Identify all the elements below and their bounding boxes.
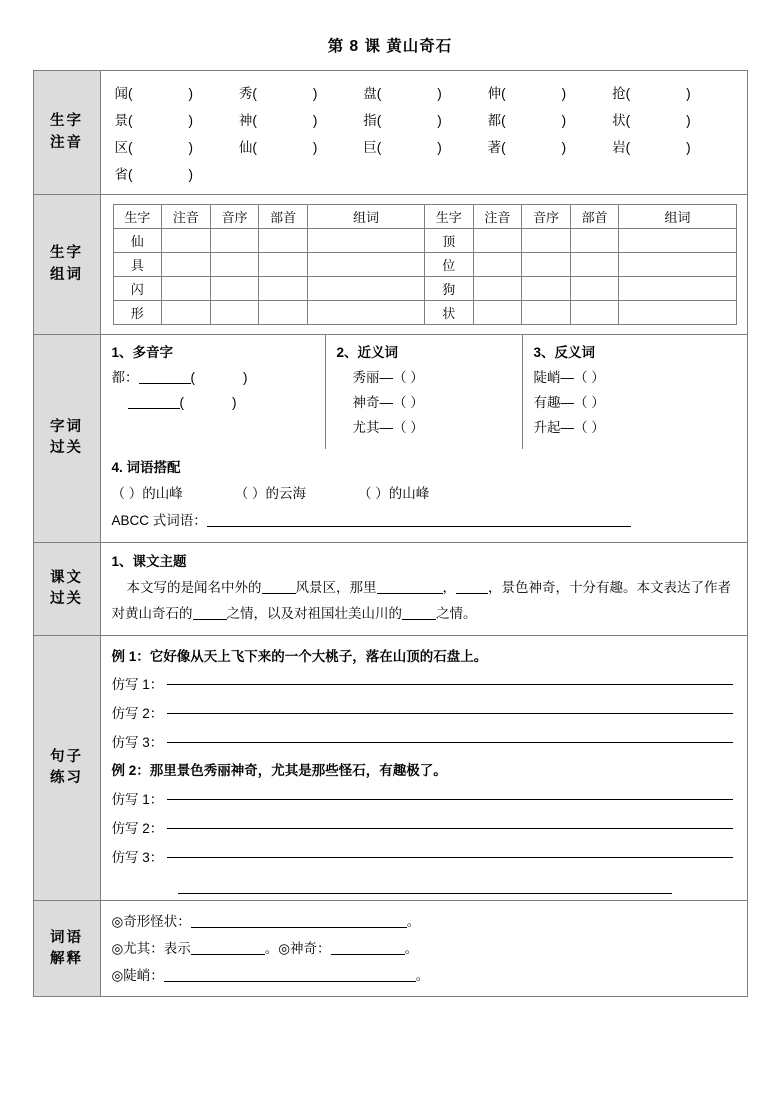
pinyin-cell[interactable]: 省( ) [114,166,193,182]
collocation-item[interactable]: （ ）的山峰 [358,486,430,502]
pinyin-char: 都 [487,112,502,128]
practice-answer-line[interactable] [167,741,732,743]
vocab-col-antonyms [522,335,747,449]
lesson-text-a: 本文写的是闻名中外的 [126,580,262,596]
example-2: 例 2：那里景色秀丽神奇，尤其是那些怪石，有趣极了。 [111,763,447,779]
pinyin-cell-empty [363,159,487,186]
explain-blank-3[interactable] [331,940,405,955]
word-blank-zhuyin-left[interactable] [162,277,211,301]
explain-row-1 [112,908,739,935]
polyphone-row-1[interactable]: 都： ( ) [111,369,248,385]
word-char-left: 形 [113,301,162,325]
pinyin-char: 著 [487,139,502,155]
word-blank-zuci-left[interactable] [308,301,425,325]
section-row-sentences [33,635,747,900]
pinyin-cell[interactable]: 指( ) [363,112,442,128]
abcc-row [112,508,739,534]
word-blank-yinxu-left[interactable] [210,253,259,277]
section-body-vocab [100,335,747,543]
section-row-explain [33,901,747,997]
extra-answer-line[interactable] [178,892,672,894]
section-label-sentences-line2: 练习 [50,769,83,786]
pinyin-char: 抢 [612,85,626,101]
lesson-text-b: 风景区，那里 [295,580,377,596]
practice-label: 仿写 3： [111,735,164,751]
word-blank-zuci-right[interactable] [619,253,736,277]
synonym-item[interactable]: 尤其—（ ） [352,419,424,435]
lesson-text-e: 有趣。本文表达了作者对黄山奇石的 [111,580,732,622]
practice-answer-line[interactable] [167,712,732,714]
word-blank-bushou-left[interactable] [259,301,308,325]
antonym-item[interactable]: 有趣—（ ） [533,394,605,410]
pinyin-char: 盘 [363,85,377,101]
col-header-bushou-right: 部首 [570,205,619,229]
section-label-pinyin-line1: 生字 [50,113,83,130]
collocation-heading: 4. 词语搭配 [111,459,181,475]
col-header-zhuyin-right: 注音 [473,205,522,229]
word-table-wrap [101,195,747,334]
word-char-right: 位 [424,253,473,277]
lesson-text-c: ， [442,580,457,596]
word-blank-bushou-left[interactable] [259,277,308,301]
pinyin-char: 伸 [487,85,502,101]
section-row-pinyin [33,71,747,195]
pinyin-char: 指 [363,112,377,128]
lesson-blank-5[interactable] [402,605,436,620]
worksheet-table [33,70,748,997]
pinyin-char: 岩 [612,139,626,155]
antonym-item[interactable]: 升起—（ ） [533,419,605,435]
collocation-items-row [112,481,739,507]
pinyin-char: 巨 [363,139,377,155]
practice-label: 仿写 3： [111,850,164,866]
col-header-shengzi-left: 生字 [113,205,162,229]
section-label-word-table-line2: 组词 [50,266,83,283]
section-label-vocab [33,335,100,543]
word-blank-zuci-right[interactable] [619,301,736,325]
collocation-block [101,449,747,542]
pinyin-cell[interactable]: 盘( ) [363,85,442,101]
section-label-lesson-line2: 过关 [50,590,83,607]
lesson-theme-text [112,575,739,628]
pinyin-cell[interactable]: 神( ) [238,112,318,128]
collocation-cell [101,449,747,542]
lesson-blank-2[interactable] [377,579,443,594]
polyphone-char: 都： [111,369,139,385]
word-blank-bushou-left[interactable] [259,253,308,277]
pinyin-cell[interactable]: 都( ) [487,112,567,128]
pinyin-cell[interactable]: 秀( ) [238,85,318,101]
word-blank-zhuyin-left[interactable] [162,229,211,253]
word-table-row [113,301,736,325]
section-body-word-table [100,195,747,335]
practice-label: 仿写 1： [111,677,164,693]
abcc-label: ABCC 式词语： [111,512,207,528]
pinyin-cell-empty [612,159,736,186]
col-header-yinxu-right: 音序 [522,205,571,229]
pinyin-cell[interactable]: 仙( ) [238,139,318,155]
word-blank-zhuyin-right[interactable] [473,301,522,325]
word-blank-yinxu-left[interactable] [210,229,259,253]
section-label-sentences [33,635,100,900]
pinyin-row [115,159,737,186]
section-body-explain [100,901,747,997]
practice-label: 仿写 2： [111,821,164,837]
lesson-blank-1[interactable] [262,579,296,594]
vocab-col-synonyms [325,335,522,449]
explain-term-4: ◎陡峭： [111,968,164,984]
word-blank-zuci-right[interactable] [619,277,736,301]
abcc-answer-line[interactable] [207,511,631,526]
synonym-item[interactable]: 神奇—（ ） [352,394,424,410]
synonyms-block [326,335,522,449]
polyphone-row-2[interactable]: ( ) [112,391,317,416]
pinyin-row [115,105,737,132]
pinyin-cell[interactable]: 景( ) [114,112,193,128]
explain-term-3: 。◎神奇： [264,941,331,957]
explain-row-3 [112,962,739,989]
col-header-zhuyin-left: 注音 [162,205,211,229]
explain-period-3: 。 [415,968,430,984]
collocation-item[interactable]: （ ）的云海 [234,486,307,502]
lesson-blank-4[interactable] [193,605,227,620]
section-row-lesson [33,542,747,635]
word-table [113,204,737,325]
section-body-pinyin [100,71,747,195]
pinyin-char: 神 [238,112,253,128]
word-blank-zhuyin-right[interactable] [473,277,522,301]
practice-row-1-3 [112,728,739,757]
practice-answer-line[interactable] [167,827,732,829]
polyphone-block [101,335,325,424]
vocab-three-col [101,335,747,542]
word-char-left: 具 [113,253,162,277]
section-body-sentences [100,635,747,900]
explain-blank-4[interactable] [164,967,416,982]
word-blank-zhuyin-left[interactable] [162,301,211,325]
practice-label: 仿写 2： [111,706,164,722]
antonyms-heading: 3、反义词 [533,345,596,360]
col-header-zuci-left: 组词 [308,205,425,229]
lesson-text-f: 之情，以及对祖国壮美山川的 [226,606,402,622]
pinyin-cell[interactable]: 区( ) [114,139,193,155]
section-label-explain [33,901,100,997]
pinyin-cell[interactable]: 伸( ) [487,85,567,101]
word-blank-zhuyin-left[interactable] [162,253,211,277]
explain-period-1: 。 [406,914,421,930]
pinyin-char: 区 [114,139,128,155]
pinyin-grid [115,78,737,186]
practice-label: 仿写 1： [111,792,164,808]
section-row-word-table [33,195,747,335]
pinyin-cell[interactable]: 抢( ) [612,85,691,101]
antonyms-block [523,335,747,449]
word-blank-yinxu-right[interactable] [522,277,571,301]
explain-block [101,901,747,996]
word-blank-zuci-right[interactable] [619,229,736,253]
word-table-row [113,229,736,253]
pinyin-cell[interactable]: 闻( ) [114,85,193,101]
lesson-text-g: 之情。 [436,606,477,622]
word-char-right: 顶 [424,229,473,253]
pinyin-char: 状 [612,112,626,128]
word-table-header-row [113,205,736,229]
section-label-lesson-line1: 课文 [50,569,83,586]
col-header-shengzi-right: 生字 [424,205,473,229]
pinyin-cell[interactable]: 著( ) [487,139,567,155]
synonyms-heading: 2、近义词 [336,345,399,360]
section-label-pinyin [33,71,100,195]
explain-term-1: ◎奇形怪状： [111,914,191,930]
pinyin-cell[interactable]: 岩( ) [612,139,691,155]
section-label-vocab-line1: 字词 [50,419,83,436]
practice-row-2-1 [112,785,739,814]
vocab-col-polyphone [101,335,326,449]
polyphone-heading: 1、多音字 [111,345,174,360]
pinyin-char: 闻 [114,85,128,101]
word-blank-yinxu-left[interactable] [210,301,259,325]
section-label-vocab-line2: 过关 [50,440,83,457]
collocation-item[interactable]: （ ）的山峰 [111,486,183,502]
lesson-theme-block [101,543,747,635]
word-blank-bushou-right[interactable] [570,277,619,301]
pinyin-cell-empty [239,159,363,186]
synonym-item[interactable]: 秀丽—（ ） [352,369,424,385]
section-label-sentences-line1: 句子 [50,748,83,765]
practice-row-1-2 [112,699,739,728]
pinyin-char: 景 [114,112,128,128]
example-1: 例 1：它好像从天上飞下来的一个大桃子，落在山顶的石盘上。 [111,648,488,664]
word-table-row [113,277,736,301]
word-blank-zhuyin-right[interactable] [473,253,522,277]
col-header-zuci-right: 组词 [619,205,736,229]
word-blank-zuci-left[interactable] [308,253,425,277]
pinyin-cell-empty [488,159,612,186]
word-blank-zhuyin-right[interactable] [473,229,522,253]
pinyin-row [115,132,737,159]
pinyin-cell[interactable]: 巨( ) [363,139,442,155]
word-char-right: 状 [424,301,473,325]
word-blank-yinxu-left[interactable] [210,277,259,301]
section-label-lesson [33,542,100,635]
section-label-pinyin-line2: 注音 [50,134,83,151]
section-body-lesson [100,542,747,635]
pinyin-cell[interactable]: 状( ) [612,112,691,128]
section-label-word-table [33,195,100,335]
section-label-explain-line2: 解释 [50,950,83,967]
practice-answer-line[interactable] [167,856,732,858]
lesson-theme-heading: 1、课文主题 [111,553,187,569]
vocab-bottom-row [101,449,747,542]
col-header-yinxu-left: 音序 [210,205,259,229]
word-table-row [113,253,736,277]
vocab-top-row [101,335,747,449]
pinyin-row [115,78,737,105]
word-blank-yinxu-right[interactable] [522,253,571,277]
section-label-word-table-line1: 生字 [50,245,83,262]
word-blank-zuci-left[interactable] [308,229,425,253]
practice-answer-line[interactable] [167,798,732,800]
practice-row-2-2 [112,814,739,843]
section-label-explain-line1: 词语 [50,929,83,946]
pinyin-char: 省 [114,166,128,182]
practice-row-1-1 [112,670,739,699]
polyphone-blank-line-1[interactable] [139,369,191,384]
word-blank-zuci-left[interactable] [308,277,425,301]
section-row-vocab [33,335,747,543]
word-blank-bushou-left[interactable] [259,229,308,253]
polyphone-blank-line-2[interactable] [128,394,180,409]
lesson-blank-3[interactable] [456,579,488,594]
word-blank-bushou-right[interactable] [570,253,619,277]
explain-blank-2[interactable] [191,940,265,955]
pinyin-char: 秀 [238,85,253,101]
word-blank-yinxu-right[interactable] [522,229,571,253]
explain-term-2: ◎尤其：表示 [111,941,191,957]
word-blank-bushou-right[interactable] [570,301,619,325]
pinyin-char: 仙 [238,139,253,155]
antonym-item[interactable]: 陡峭—（ ） [533,369,605,385]
practice-row-2-3 [112,843,739,872]
page-title: 第 8 课 黄山奇石 [327,38,453,55]
word-char-left: 闪 [113,277,162,301]
pinyin-grid-wrap [101,71,747,194]
sentence-practice-block [101,636,747,900]
word-blank-bushou-right[interactable] [570,229,619,253]
explain-blank-1[interactable] [191,913,407,928]
col-header-bushou-left: 部首 [259,205,308,229]
explain-period-2: 。 [404,941,419,957]
practice-answer-line[interactable] [167,683,732,685]
word-char-left: 仙 [113,229,162,253]
explain-row-2 [112,935,739,962]
word-char-right: 狗 [424,277,473,301]
lesson-text-d: ，景色神奇，十分 [488,580,597,596]
word-blank-yinxu-right[interactable] [522,301,571,325]
